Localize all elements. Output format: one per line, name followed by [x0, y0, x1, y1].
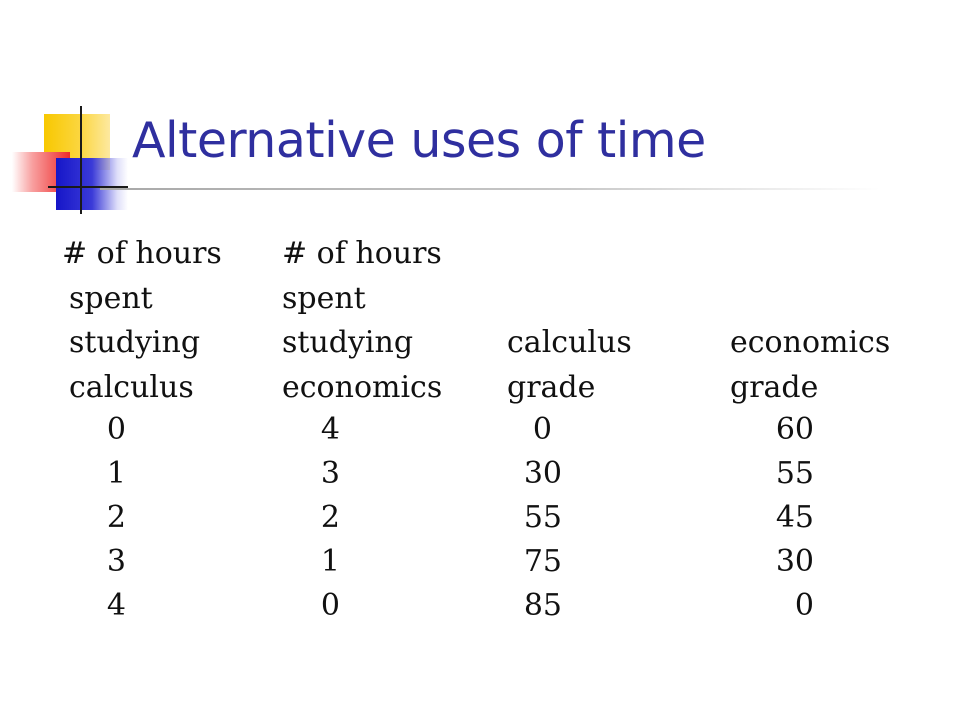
table-cell-economics-hours: 4: [320, 412, 340, 447]
header-line: spent: [282, 280, 366, 316]
table-cell-calculus-grade: 55: [523, 500, 562, 535]
table-cell-calculus-grade: 85: [523, 588, 562, 623]
table-cell-calculus-grade: 75: [523, 544, 562, 579]
header-line: # of hours: [62, 236, 222, 271]
slide-title: Alternative uses of time: [132, 112, 706, 169]
logo-blue-square: [56, 158, 128, 210]
header-line: studying: [282, 325, 414, 360]
table-cell-calculus-grade: 0: [532, 412, 552, 447]
header-line: economics: [282, 369, 443, 405]
table-cell-calculus-grade: 30: [523, 456, 562, 491]
table-cell-economics-grade: 60: [775, 412, 814, 447]
header-line: grade: [507, 369, 596, 405]
header-line: calculus: [507, 325, 632, 360]
header-line: [730, 232, 890, 277]
table-row: [0, 588, 960, 632]
header-line: economics: [730, 325, 891, 360]
table-cell-economics-grade: 45: [775, 500, 814, 535]
table-cell-economics-hours: 2: [320, 500, 340, 535]
header-line: spent: [69, 280, 153, 316]
logo-vertical-line: [80, 106, 82, 214]
column-header-calculus-hours: [62, 232, 222, 410]
table-cell-calculus-hours: 2: [106, 500, 126, 535]
table-cell-economics-grade: 55: [775, 456, 814, 491]
table-cell-economics-grade: 0: [794, 588, 814, 623]
column-header-economics-hours: [282, 232, 442, 410]
header-line: # of hours: [282, 236, 442, 271]
table-row: [0, 544, 960, 588]
column-header-economics-grade: [730, 232, 890, 410]
table-cell-economics-hours: 3: [320, 456, 340, 491]
table-cell-calculus-hours: 1: [106, 456, 126, 491]
table-cell-economics-hours: 1: [320, 544, 340, 579]
table-cell-calculus-hours: 0: [106, 412, 126, 447]
column-header-calculus-grade: [507, 232, 632, 410]
table-cell-calculus-hours: 4: [106, 588, 126, 623]
table-cell-economics-grade: 30: [775, 544, 814, 579]
table-row: [0, 456, 960, 500]
table-row: [0, 412, 960, 456]
title-underline: [100, 188, 880, 190]
table-cell-economics-hours: 0: [320, 588, 340, 623]
header-line: grade: [730, 369, 819, 405]
header-line: [730, 277, 890, 322]
header-line: calculus: [69, 369, 194, 405]
table-row: [0, 500, 960, 544]
header-line: studying: [69, 325, 201, 360]
header-line: [507, 232, 632, 277]
slide-logo-squares-icon: [0, 0, 130, 230]
header-line: [507, 277, 632, 322]
table-cell-calculus-hours: 3: [106, 544, 126, 579]
